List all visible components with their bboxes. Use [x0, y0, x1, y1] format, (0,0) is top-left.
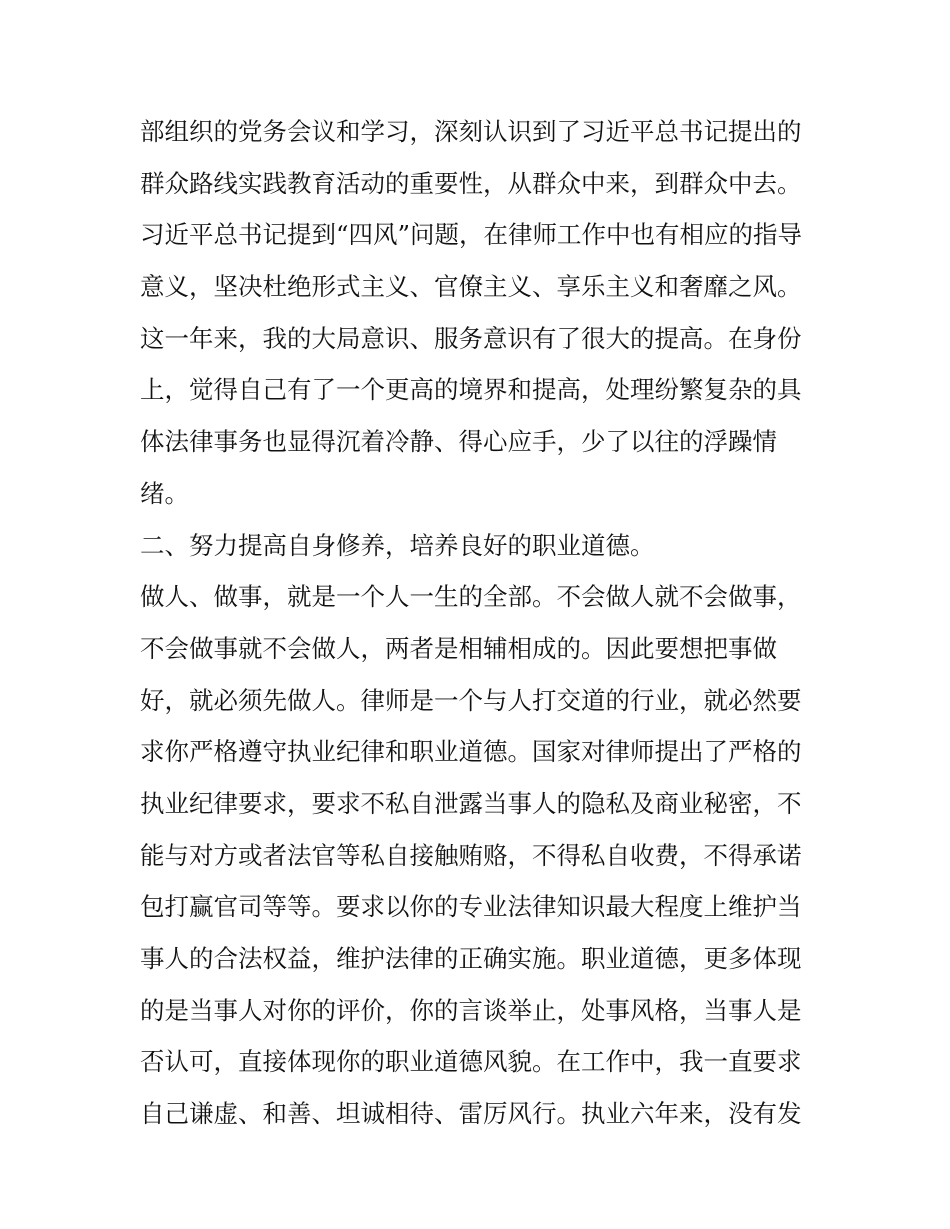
text-line: 事人的合法权益，维护法律的正确实施。职业道德，更多体现	[140, 944, 802, 973]
text-line: 体法律事务也显得沉着冷静、得心应手，少了以往的浮躁情	[140, 427, 777, 457]
body-text	[140, 106, 820, 1140]
text-line: 不会做事就不会做人，两者是相辅相成的。因此要想把事做	[140, 633, 777, 663]
section-heading: 二、努力提高自身修养，培养良好的职业道德。	[140, 530, 655, 560]
text-line: 的是当事人对你的评价，你的言谈举止，处事风格，当事人是	[140, 995, 802, 1025]
text-line: 做人、做事，就是一个人一生的全部。不会做人就不会做事，	[140, 582, 802, 612]
text-line: 上，觉得自己有了一个更高的境界和提高，处理纷繁复杂的具	[140, 375, 802, 405]
text-line: 部组织的党务会议和学习，深刻认识到了习近平总书记提出的	[140, 117, 802, 146]
text-line: 群众路线实践教育活动的重要性，从群众中来，到群众中去。	[140, 168, 802, 198]
text-line: 好，就必须先做人。律师是一个与人打交道的行业，就必然要	[140, 685, 802, 715]
text-line: 能与对方或者法官等私自接触贿赂，不得私自收费，不得承诺	[140, 840, 802, 870]
text-line: 求你严格遵守执业纪律和职业道德。国家对律师提出了严格的	[140, 737, 802, 767]
text-line: 这一年来，我的大局意识、服务意识有了很大的提高。在身份	[140, 323, 802, 353]
text-line: 执业纪律要求，要求不私自泄露当事人的隐私及商业秘密，不	[140, 788, 802, 818]
text-line: 习近平总书记提到“四风”问题，在律师工作中也有相应的指导	[140, 220, 803, 250]
text-line: 包打赢官司等等。要求以你的专业法律知识最大程度上维护当	[140, 892, 802, 922]
text-line: 绪。	[140, 478, 189, 508]
text-line: 意义，坚决杜绝形式主义、官僚主义、享乐主义和奢靡之风。	[140, 272, 802, 302]
text-line: 否认可，直接体现你的职业道德风貌。在工作中，我一直要求	[140, 1047, 802, 1077]
text-line: 自己谦虚、和善、坦诚相待、雷厉风行。执业六年来，没有发	[140, 1099, 802, 1129]
